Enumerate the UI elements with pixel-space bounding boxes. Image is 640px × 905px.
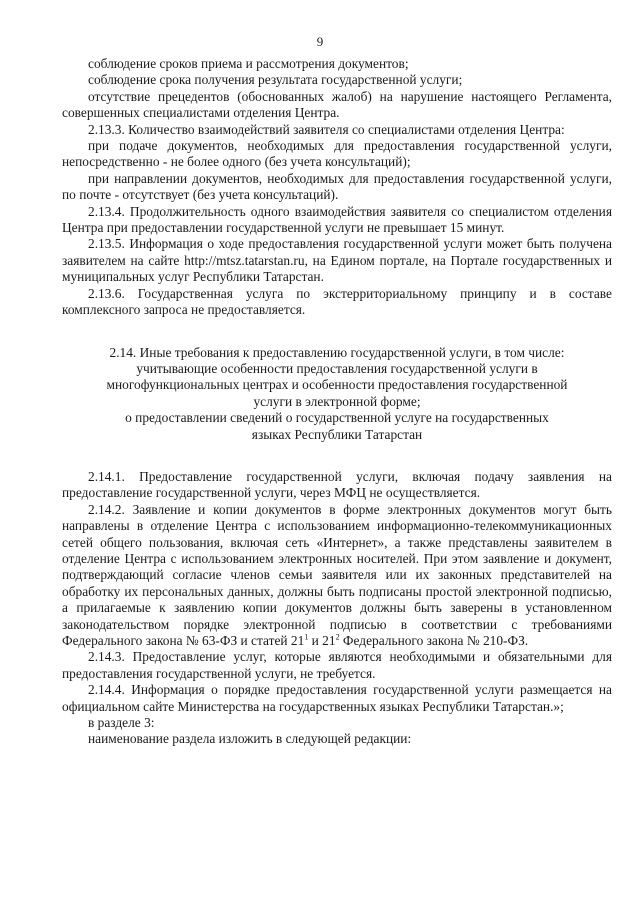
heading-line: 2.14. Иные требования к предоставлению государственной услуги, в том числе: — [109, 344, 565, 360]
paragraph-section-3: в разделе 3: — [88, 715, 155, 731]
paragraph-result-deadline: соблюдение срока получения результата государственной услуги; — [88, 72, 463, 88]
paragraph-2-13-4: 2.13.4. Продолжительность одного взаимодействия заявителя со специалистом отделения Центра при предоставлении государственной услуги не превышает 15 минут. — [62, 203, 612, 236]
paragraph-2-13-3: 2.13.3. Количество взаимодействий заявителя со специалистами отделения Центра: — [88, 121, 565, 137]
page-number: 9 — [316, 34, 324, 49]
paragraph-2-14-3: 2.14.3. Предоставление услуг, которые являются необходимыми и обязательными для предоставления государственной услуги, не требуется. — [62, 649, 612, 681]
superscript: 1 — [304, 632, 309, 642]
heading-line: учитывающие особенности предоставления государственной услуги в — [136, 360, 538, 376]
paragraph-no-complaints: отсутствие прецедентов (обоснованных жалоб) на нарушение настоящего Регламента, совершенных специалистами отделения Центра. — [62, 88, 612, 121]
paragraph-2-14-2 — [62, 502, 612, 650]
paragraph-2-14-1: 2.14.1. Предоставление государственной услуги, включая подачу заявления на предоставление государственной услуги, через МФЦ не осуществляется. — [62, 468, 612, 501]
paragraph-deadlines: соблюдение сроков приема и рассмотрения документов; — [88, 56, 409, 71]
spacer — [62, 443, 612, 469]
heading-line: многофункциональных центрах и особенности предоставления государственной — [106, 377, 568, 393]
paragraph-2-14-2-end: Федерального закона № 210-ФЗ. — [339, 633, 529, 648]
paragraph-2-14-2-mid: и 21 — [308, 633, 336, 648]
paragraph-section-title: наименование раздела изложить в следующей редакции: — [88, 731, 412, 747]
paragraph-2-14-2-text: 2.14.2. Заявление и копии документов в форме электронных документов могут быть направлены в отделение Центра с использованием информационно-телекоммуникационных сетей общего пользования, включая сеть «Интернет», а также представлены заявителем в отделение Центра с использованием электронных носителей. При этом заявление и документ, подтверждающий согласие членов семьи заявителя или их законных представителей на обработку их персональных данных, должны быть подписаны простой электронной подписью, а прилагаемые к заявлению копии документов должны быть заверены в установленном законодательством порядке электронной подписью в соответствии с требованиями Федерального закона № 63-ФЗ и статей 21 — [62, 501, 612, 648]
heading-line: о предоставлении сведений о государственной услуге на государственных — [125, 410, 549, 426]
document-body — [62, 56, 612, 748]
heading-line: языках Республики Татарстан — [251, 426, 423, 442]
spacer — [62, 319, 612, 345]
paragraph-by-mail: при направлении документов, необходимых для предоставления государственной услуги, по почте - отсутствует (без учета консультаций). — [62, 170, 612, 203]
paragraph-in-person: при подаче документов, необходимых для предоставления государственной услуги, непосредственно - не более одного (без учета консультаций); — [62, 138, 612, 170]
superscript: 2 — [335, 632, 340, 642]
paragraph-2-13-5: 2.13.5. Информация о ходе предоставления государственной услуги может быть получена заявителем на сайте http://mtsz.tatarstan.ru, на Едином портале, на Портале государственных и муниципальных услуг Республики Татарстан. — [62, 236, 612, 285]
heading-line: услуги в электронной форме; — [253, 393, 421, 409]
paragraph-2-13-6: 2.13.6. Государственная услуга по экстерриториальному принципу и в составе комплексного запроса не предоставляется. — [62, 285, 612, 318]
section-heading-2-14 — [62, 345, 612, 443]
paragraph-2-14-4: 2.14.4. Информация о порядке предоставления государственной услуги размещается на официальном сайте Министерства на государственных языках Республики Татарстан.»; — [62, 682, 612, 714]
